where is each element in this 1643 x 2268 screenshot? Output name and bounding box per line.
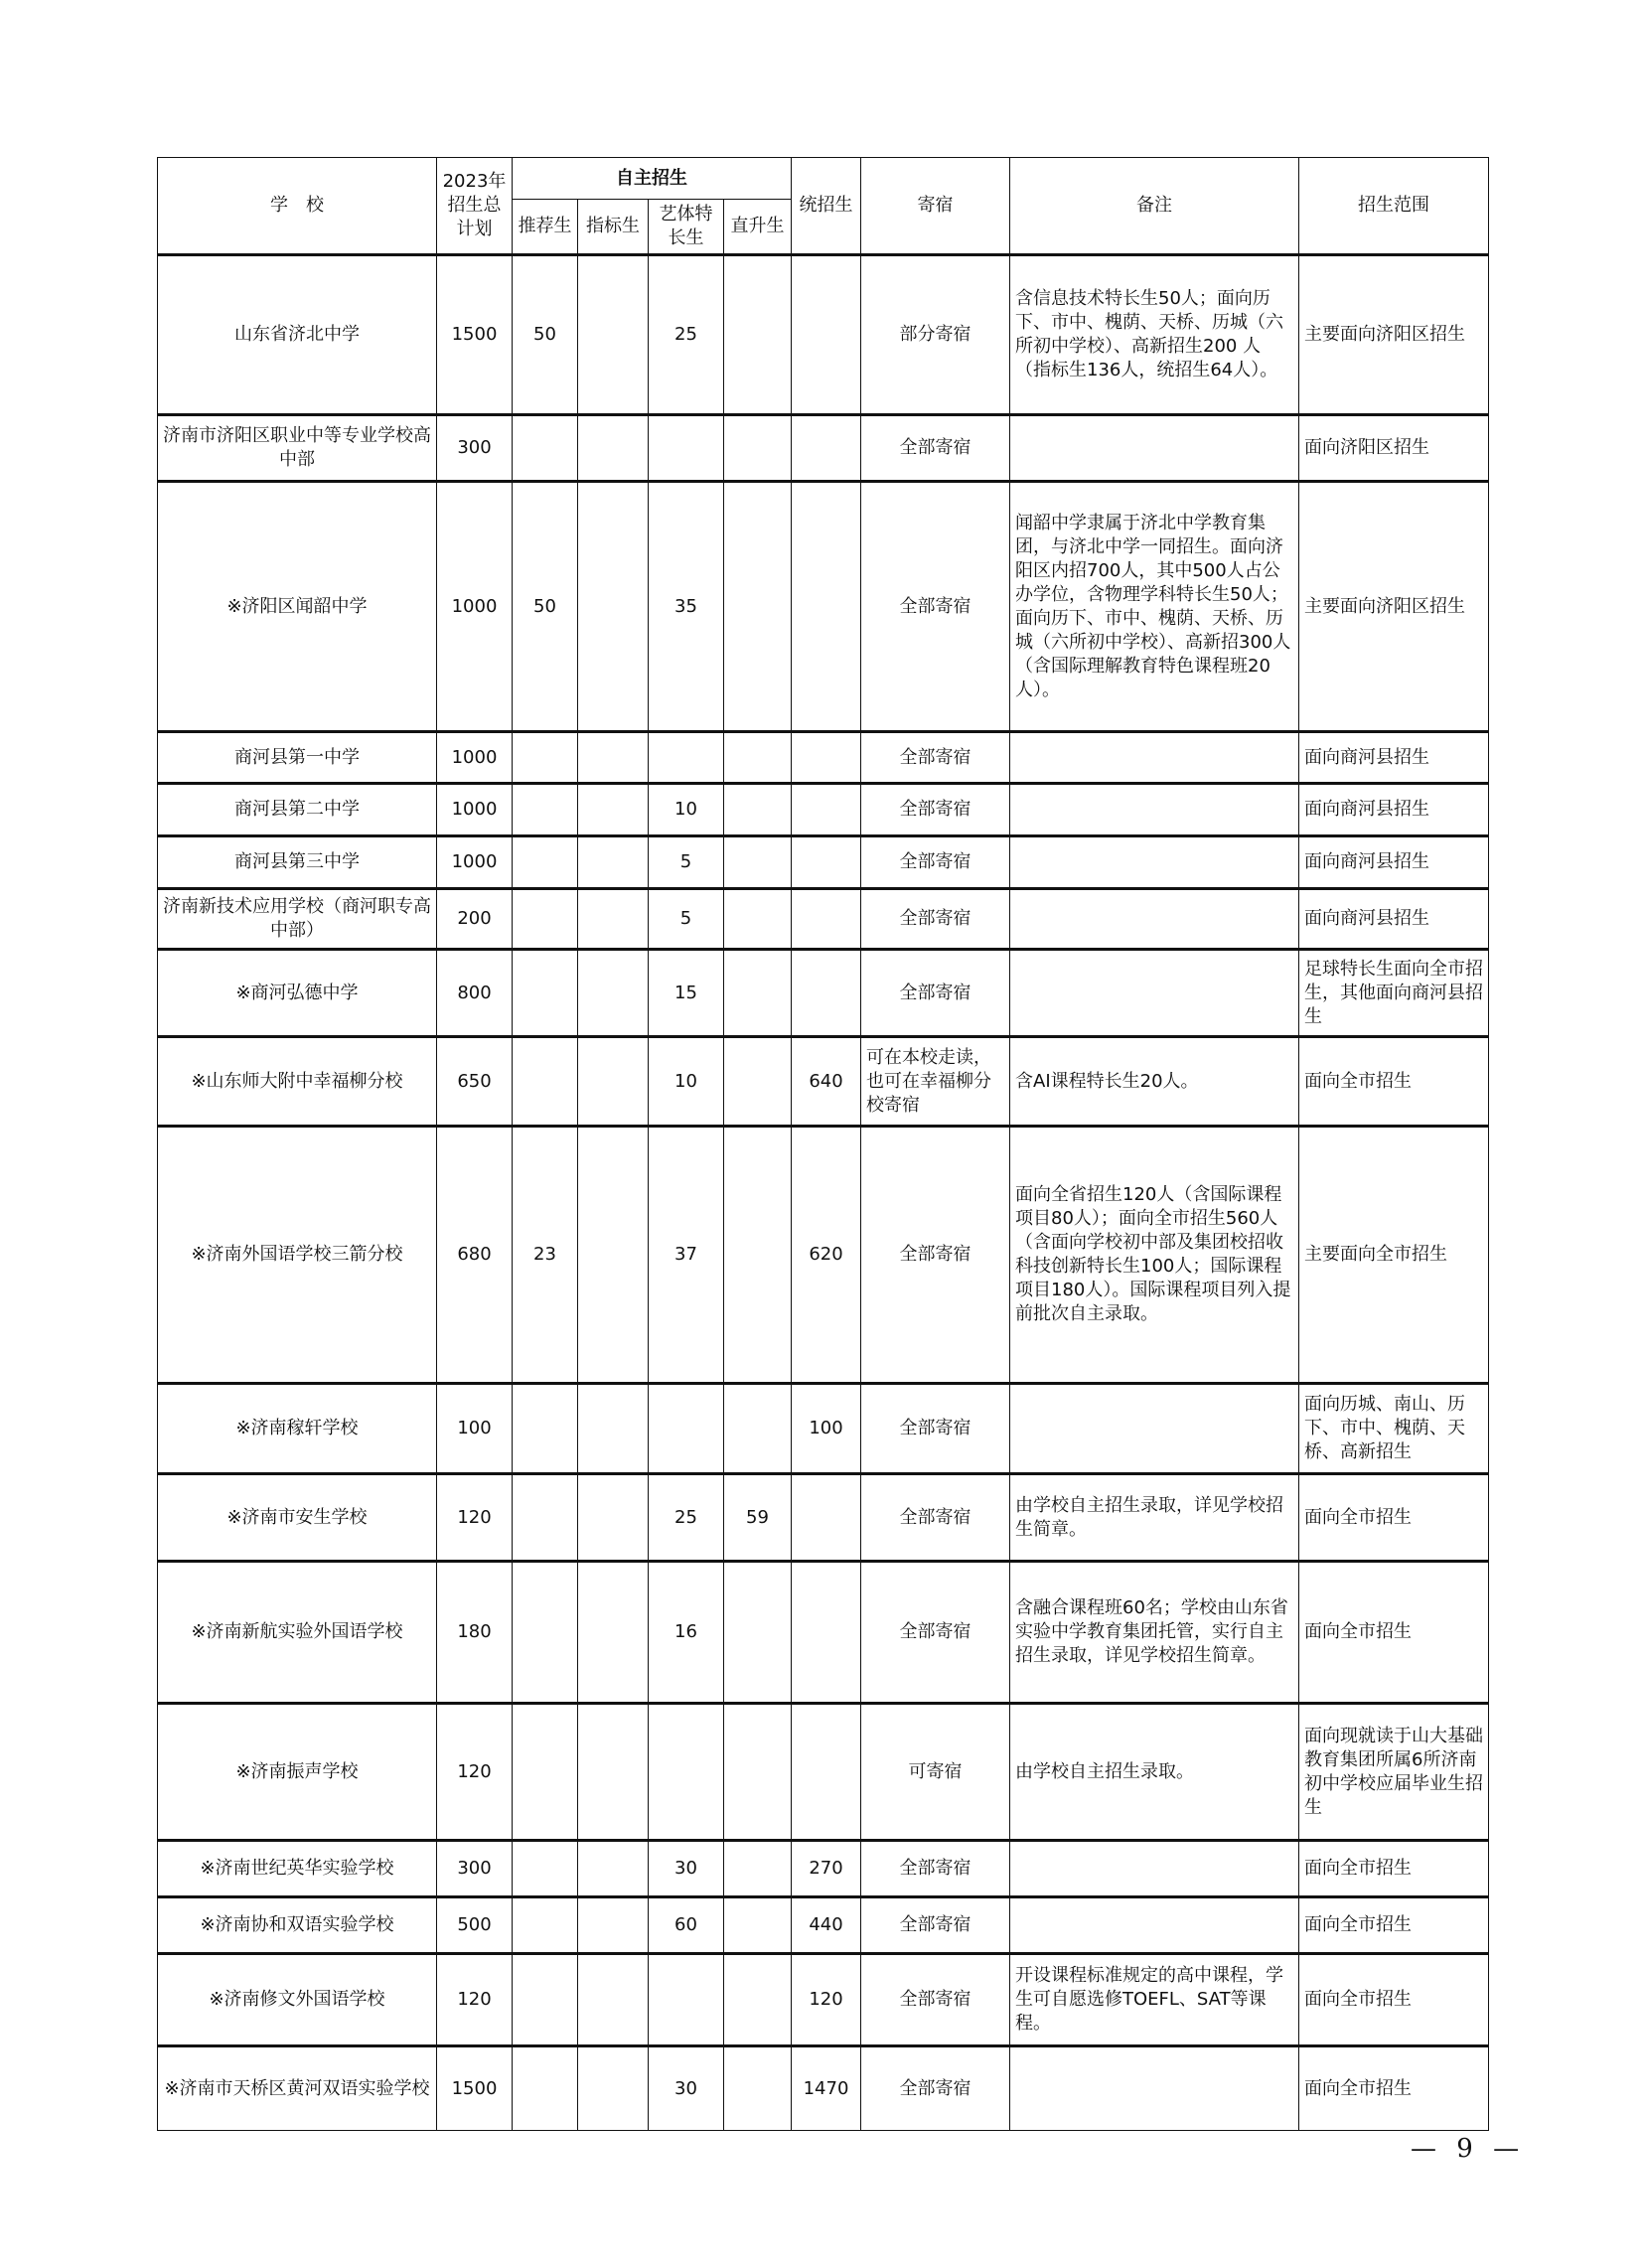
cell-quota	[578, 889, 649, 950]
cell-plan: 120	[437, 1704, 513, 1841]
cell-direct	[724, 889, 792, 950]
cell-range: 主要面向全市招生	[1299, 1127, 1489, 1384]
cell-range: 面向全市招生	[1299, 1897, 1489, 1954]
header-range: 招生范围	[1299, 158, 1489, 255]
cell-direct	[724, 1704, 792, 1841]
cell-school: ※济南新航实验外国语学校	[158, 1562, 437, 1704]
table-row	[158, 2046, 1489, 2131]
cell-arts: 5	[649, 836, 724, 889]
cell-unified: 270	[792, 1841, 861, 1897]
table-row	[158, 1474, 1489, 1562]
table-row	[158, 1384, 1489, 1474]
cell-direct	[724, 1127, 792, 1384]
cell-recommend	[513, 1954, 578, 2046]
cell-school: ※济南外国语学校三箭分校	[158, 1127, 437, 1384]
cell-notes	[1010, 1384, 1299, 1474]
cell-direct	[724, 1037, 792, 1127]
cell-school: 商河县第三中学	[158, 836, 437, 889]
cell-lodging: 全部寄宿	[861, 1954, 1010, 2046]
cell-plan: 1000	[437, 482, 513, 732]
cell-plan: 1500	[437, 2046, 513, 2131]
cell-lodging: 全部寄宿	[861, 1127, 1010, 1384]
cell-school: ※济南市天桥区黄河双语实验学校	[158, 2046, 437, 2131]
cell-notes: 闻韶中学隶属于济北中学教育集团，与济北中学一同招生。面向济阳区内招700人，其中500人占公办学位，含物理学科特长生50人；面向历下、市中、槐荫、天桥、历城（六所初中学校）、高新招300人（含国际理解教育特色课程班20人）。	[1010, 482, 1299, 732]
cell-school: ※山东师大附中幸福柳分校	[158, 1037, 437, 1127]
cell-unified	[792, 255, 861, 415]
cell-direct	[724, 415, 792, 482]
cell-plan: 300	[437, 415, 513, 482]
cell-direct	[724, 1384, 792, 1474]
table-row	[158, 784, 1489, 836]
cell-unified: 640	[792, 1037, 861, 1127]
cell-plan: 200	[437, 889, 513, 950]
cell-lodging: 全部寄宿	[861, 1474, 1010, 1562]
cell-arts	[649, 415, 724, 482]
cell-notes: 由学校自主招生录取，详见学校招生简章。	[1010, 1474, 1299, 1562]
cell-quota	[578, 1704, 649, 1841]
cell-notes	[1010, 732, 1299, 784]
cell-unified: 100	[792, 1384, 861, 1474]
cell-lodging: 全部寄宿	[861, 836, 1010, 889]
cell-lodging: 可寄宿	[861, 1704, 1010, 1841]
cell-arts: 30	[649, 1841, 724, 1897]
cell-plan: 1000	[437, 784, 513, 836]
cell-school: ※商河弘德中学	[158, 950, 437, 1037]
cell-quota	[578, 1474, 649, 1562]
cell-unified: 620	[792, 1127, 861, 1384]
cell-unified: 1470	[792, 2046, 861, 2131]
cell-notes: 开设课程标准规定的高中课程，学生可自愿选修TOEFL、SAT等课程。	[1010, 1954, 1299, 2046]
cell-arts: 35	[649, 482, 724, 732]
cell-school: ※济南修文外国语学校	[158, 1954, 437, 2046]
cell-school: 山东省济北中学	[158, 255, 437, 415]
cell-unified	[792, 889, 861, 950]
table-body	[158, 255, 1489, 2131]
cell-arts: 37	[649, 1127, 724, 1384]
cell-plan: 120	[437, 1954, 513, 2046]
cell-notes	[1010, 950, 1299, 1037]
cell-quota	[578, 1562, 649, 1704]
cell-unified: 120	[792, 1954, 861, 2046]
cell-lodging: 部分寄宿	[861, 255, 1010, 415]
cell-school: 济南市济阳区职业中等专业学校高中部	[158, 415, 437, 482]
cell-arts	[649, 732, 724, 784]
cell-school: 商河县第一中学	[158, 732, 437, 784]
cell-recommend	[513, 1897, 578, 1954]
cell-quota	[578, 1384, 649, 1474]
cell-arts: 25	[649, 1474, 724, 1562]
cell-direct: 59	[724, 1474, 792, 1562]
cell-recommend	[513, 1841, 578, 1897]
cell-unified	[792, 1562, 861, 1704]
cell-recommend	[513, 1384, 578, 1474]
cell-arts: 15	[649, 950, 724, 1037]
cell-plan: 680	[437, 1127, 513, 1384]
cell-quota	[578, 1127, 649, 1384]
cell-arts	[649, 1384, 724, 1474]
cell-quota	[578, 1037, 649, 1127]
cell-notes: 面向全省招生120人（含国际课程项目80人）；面向全市招生560人（含面向学校初中部及集团校招收科技创新特长生100人；国际课程项目180人）。国际课程项目列入提前批次自主录取。	[1010, 1127, 1299, 1384]
cell-notes	[1010, 415, 1299, 482]
cell-notes	[1010, 889, 1299, 950]
cell-direct	[724, 2046, 792, 2131]
header-arts: 艺体特长生	[649, 200, 724, 255]
cell-range: 面向商河县招生	[1299, 836, 1489, 889]
cell-school: ※济阳区闻韶中学	[158, 482, 437, 732]
cell-plan: 120	[437, 1474, 513, 1562]
cell-arts: 10	[649, 784, 724, 836]
cell-lodging: 全部寄宿	[861, 1897, 1010, 1954]
cell-lodging: 全部寄宿	[861, 415, 1010, 482]
cell-arts: 30	[649, 2046, 724, 2131]
cell-recommend	[513, 889, 578, 950]
header-school: 学 校	[158, 158, 437, 255]
cell-arts	[649, 1954, 724, 2046]
cell-lodging: 全部寄宿	[861, 732, 1010, 784]
cell-unified	[792, 784, 861, 836]
table-row	[158, 1897, 1489, 1954]
cell-unified	[792, 950, 861, 1037]
cell-recommend: 23	[513, 1127, 578, 1384]
cell-range: 主要面向济阳区招生	[1299, 255, 1489, 415]
cell-notes	[1010, 836, 1299, 889]
cell-lodging: 全部寄宿	[861, 889, 1010, 950]
header-quota: 指标生	[578, 200, 649, 255]
table-row	[158, 950, 1489, 1037]
cell-direct	[724, 1954, 792, 2046]
cell-notes: 含AI课程特长生20人。	[1010, 1037, 1299, 1127]
cell-unified	[792, 1474, 861, 1562]
cell-direct	[724, 784, 792, 836]
cell-lodging: 全部寄宿	[861, 1384, 1010, 1474]
cell-direct	[724, 482, 792, 732]
cell-plan: 180	[437, 1562, 513, 1704]
cell-range: 面向全市招生	[1299, 1562, 1489, 1704]
cell-direct	[724, 732, 792, 784]
cell-quota	[578, 732, 649, 784]
cell-range: 主要面向济阳区招生	[1299, 482, 1489, 732]
header-direct: 直升生	[724, 200, 792, 255]
header-recommend: 推荐生	[513, 200, 578, 255]
cell-range: 面向全市招生	[1299, 1037, 1489, 1127]
cell-plan: 100	[437, 1384, 513, 1474]
cell-range: 面向商河县招生	[1299, 732, 1489, 784]
table-row	[158, 255, 1489, 415]
header-notes: 备注	[1010, 158, 1299, 255]
cell-lodging: 全部寄宿	[861, 1841, 1010, 1897]
cell-quota	[578, 1954, 649, 2046]
cell-quota	[578, 1897, 649, 1954]
cell-direct	[724, 1841, 792, 1897]
cell-range: 面向全市招生	[1299, 1841, 1489, 1897]
cell-school: 商河县第二中学	[158, 784, 437, 836]
cell-arts	[649, 1704, 724, 1841]
cell-unified	[792, 732, 861, 784]
cell-quota	[578, 1841, 649, 1897]
cell-arts: 60	[649, 1897, 724, 1954]
cell-quota	[578, 950, 649, 1037]
cell-school: ※济南市安生学校	[158, 1474, 437, 1562]
cell-plan: 300	[437, 1841, 513, 1897]
cell-lodging: 全部寄宿	[861, 1562, 1010, 1704]
cell-school: 济南新技术应用学校（商河职专高中部）	[158, 889, 437, 950]
cell-school: ※济南协和双语实验学校	[158, 1897, 437, 1954]
cell-plan: 650	[437, 1037, 513, 1127]
cell-unified	[792, 836, 861, 889]
cell-plan: 1000	[437, 836, 513, 889]
cell-range: 足球特长生面向全市招生，其他面向商河县招生	[1299, 950, 1489, 1037]
cell-quota	[578, 836, 649, 889]
table-row	[158, 1037, 1489, 1127]
header-lodging: 寄宿	[861, 158, 1010, 255]
cell-arts: 5	[649, 889, 724, 950]
cell-school: ※济南世纪英华实验学校	[158, 1841, 437, 1897]
cell-quota	[578, 482, 649, 732]
cell-range: 面向商河县招生	[1299, 784, 1489, 836]
cell-unified: 440	[792, 1897, 861, 1954]
cell-plan: 1000	[437, 732, 513, 784]
cell-recommend: 50	[513, 482, 578, 732]
cell-notes	[1010, 2046, 1299, 2131]
header-plan: 2023年招生总计划	[437, 158, 513, 255]
cell-recommend	[513, 732, 578, 784]
cell-range: 面向全市招生	[1299, 1474, 1489, 1562]
cell-school: ※济南振声学校	[158, 1704, 437, 1841]
table-row	[158, 415, 1489, 482]
cell-recommend	[513, 1037, 578, 1127]
cell-plan: 800	[437, 950, 513, 1037]
cell-recommend	[513, 836, 578, 889]
cell-arts: 10	[649, 1037, 724, 1127]
header-unified: 统招生	[792, 158, 861, 255]
cell-quota	[578, 2046, 649, 2131]
cell-arts: 16	[649, 1562, 724, 1704]
cell-notes	[1010, 1841, 1299, 1897]
cell-lodging: 全部寄宿	[861, 950, 1010, 1037]
cell-lodging: 全部寄宿	[861, 2046, 1010, 2131]
cell-notes	[1010, 784, 1299, 836]
cell-plan: 1500	[437, 255, 513, 415]
cell-notes	[1010, 1897, 1299, 1954]
cell-notes: 含融合课程班60名；学校由山东省实验中学教育集团托管，实行自主招生录取，详见学校招生简章。	[1010, 1562, 1299, 1704]
cell-school: ※济南稼轩学校	[158, 1384, 437, 1474]
table-row	[158, 1704, 1489, 1841]
table-row	[158, 732, 1489, 784]
table-row	[158, 1954, 1489, 2046]
cell-recommend	[513, 950, 578, 1037]
admissions-table	[157, 157, 1489, 2131]
cell-lodging: 全部寄宿	[861, 482, 1010, 732]
cell-quota	[578, 255, 649, 415]
cell-direct	[724, 836, 792, 889]
table-row	[158, 889, 1489, 950]
table-row	[158, 1127, 1489, 1384]
cell-direct	[724, 255, 792, 415]
cell-recommend: 50	[513, 255, 578, 415]
cell-lodging: 可在本校走读，也可在幸福柳分校寄宿	[861, 1037, 1010, 1127]
cell-notes: 由学校自主招生录取。	[1010, 1704, 1299, 1841]
cell-recommend	[513, 415, 578, 482]
cell-plan: 500	[437, 1897, 513, 1954]
cell-recommend	[513, 1704, 578, 1841]
cell-direct	[724, 1897, 792, 1954]
page-number: — 9 —	[1411, 2134, 1526, 2164]
cell-notes: 含信息技术特长生50人；面向历下、市中、槐荫、天桥、历城（六所初中学校）、高新招生200 人（指标生136人，统招生64人）。	[1010, 255, 1299, 415]
cell-range: 面向商河县招生	[1299, 889, 1489, 950]
table-row	[158, 1562, 1489, 1704]
table-row	[158, 836, 1489, 889]
table-row	[158, 482, 1489, 732]
cell-direct	[724, 1562, 792, 1704]
cell-arts: 25	[649, 255, 724, 415]
cell-recommend	[513, 1562, 578, 1704]
cell-range: 面向全市招生	[1299, 1954, 1489, 2046]
cell-range: 面向济阳区招生	[1299, 415, 1489, 482]
cell-unified	[792, 1704, 861, 1841]
cell-lodging: 全部寄宿	[861, 784, 1010, 836]
cell-unified	[792, 482, 861, 732]
cell-quota	[578, 784, 649, 836]
table-row	[158, 1841, 1489, 1897]
cell-unified	[792, 415, 861, 482]
cell-recommend	[513, 2046, 578, 2131]
cell-range: 面向历城、南山、历下、市中、槐荫、天桥、高新招生	[1299, 1384, 1489, 1474]
cell-range: 面向全市招生	[1299, 2046, 1489, 2131]
cell-recommend	[513, 784, 578, 836]
cell-range: 面向现就读于山大基础教育集团所属6所济南初中学校应届毕业生招生	[1299, 1704, 1489, 1841]
cell-recommend	[513, 1474, 578, 1562]
header-self-admission: 自主招生	[513, 158, 792, 200]
cell-direct	[724, 950, 792, 1037]
cell-quota	[578, 415, 649, 482]
